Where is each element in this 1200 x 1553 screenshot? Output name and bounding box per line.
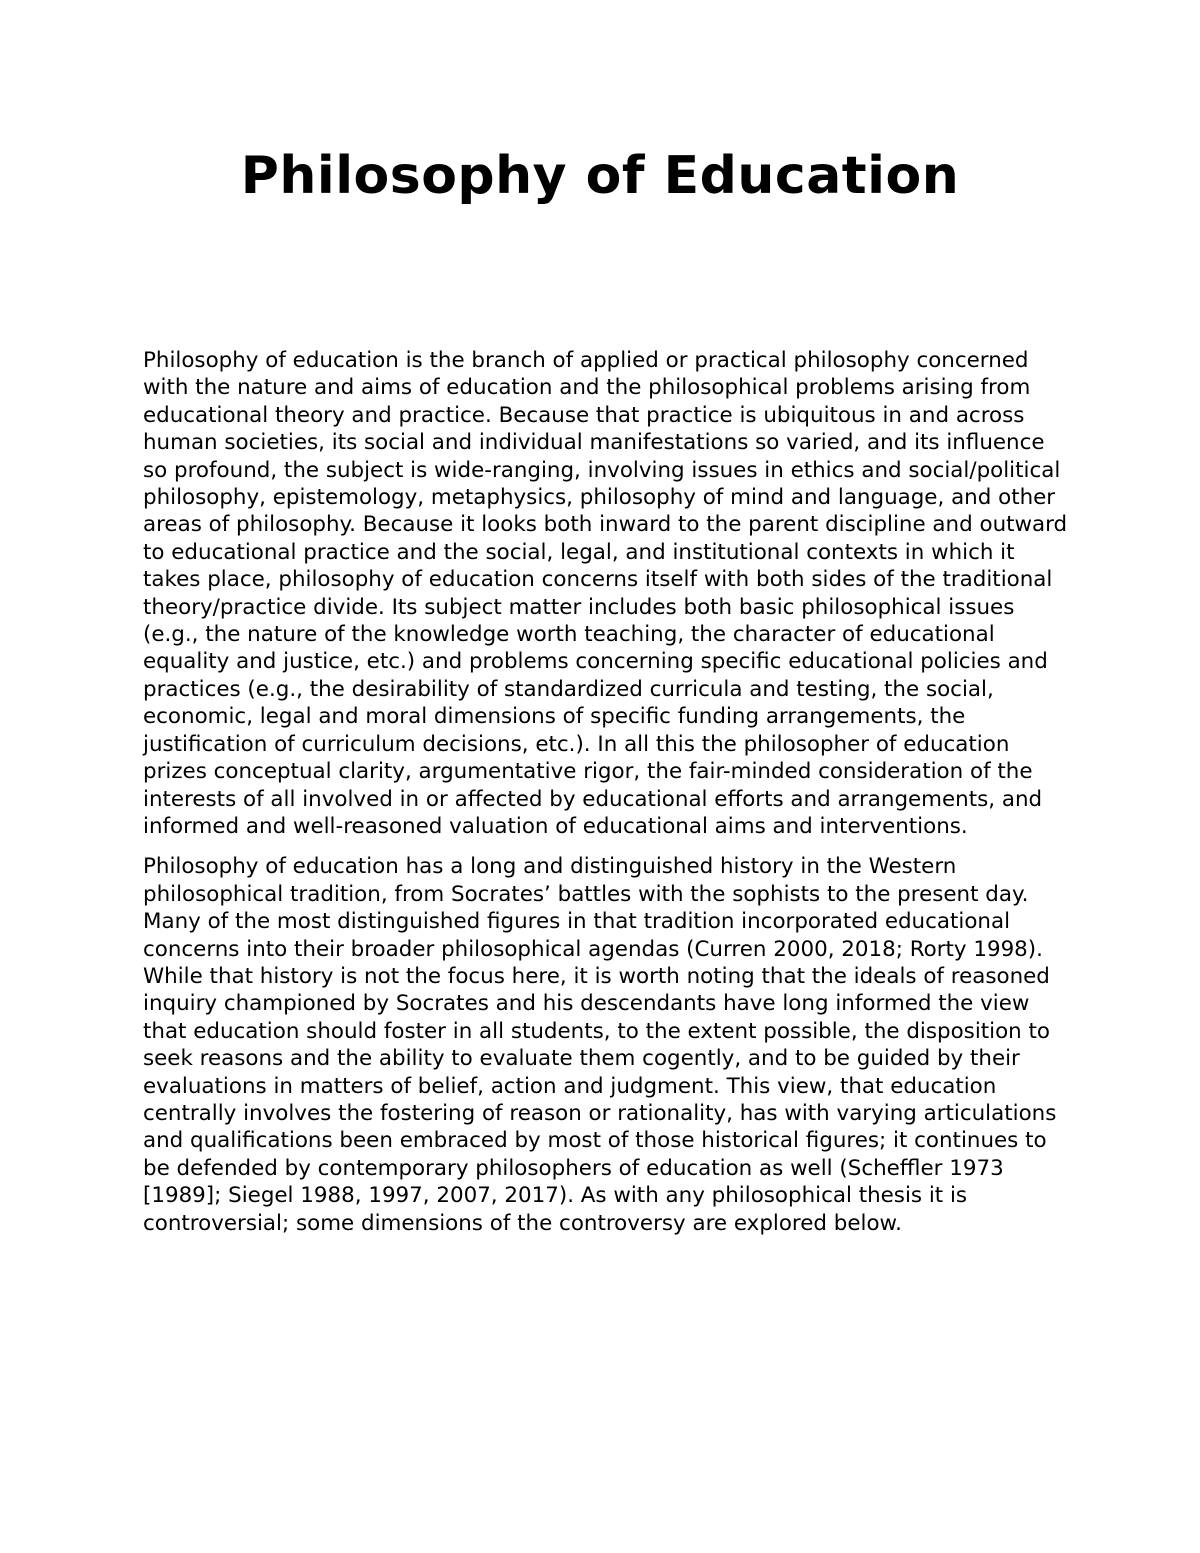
document-title: Philosophy of Education — [240, 146, 960, 206]
document-body — [143, 347, 1068, 1250]
paragraph-2: Philosophy of education has a long and distinguished history in the Western philosophical tradition, from Socrates’ battles with the sophists to the present day. Many of the most distinguished figures in that tradition incorporated educational concerns into their broader philosophical agendas (Curren 2000, 2018; Rorty 1998). While that history is not the focus here, it is worth noting that the ideals of reasoned inquiry championed by Socrates and his descendants have long informed the view that education should foster in all students, to the extent possible, the disposition to seek reasons and the ability to evaluate them cogently, and to be guided by their evaluations in matters of belief, action and judgment. This view, that education centrally involves the fostering of reason or rationality, has with varying articulations and qualifications been embraced by most of those historical figures; it continues to be defended by contemporary philosophers of education as well (Scheffler 1973 [1989]; Siegel 1988, 1997, 2007, 2017). As with any philosophical thesis it is controversial; some dimensions of the controversy are explored below. — [143, 854, 1057, 1236]
paragraph-1: Philosophy of education is the branch of applied or practical philosophy concerned with the nature and aims of education and the philosophical problems arising from educational theory and practice. Because that practice is ubiquitous in and across human societies, its social and individual manifestations so varied, and its influence so profound, the subject is wide-ranging, involving issues in ethics and social/political philosophy, epistemology, metaphysics, philosophy of mind and language, and other areas of philosophy. Because it looks both inward to the parent discipline and outward to educational practice and the social, legal, and institutional contexts in which it takes place, philosophy of education concerns itself with both sides of the traditional theory/practice divide. Its subject matter includes both basic philosophical issues (e.g., the nature of the knowledge worth teaching, the character of educational equality and justice, etc.) and problems concerning specific educational policies and practices (e.g., the desirability of standardized curricula and testing, the social, economic, legal and moral dimensions of specific funding arrangements, the justification of curriculum decisions, etc.). In all this the philosopher of education prizes conceptual clarity, argumentative rigor, the fair-minded consideration of the interests of all involved in or affected by educational efforts and arrangements, and informed and well-reasoned valuation of educational aims and interventions. — [143, 348, 1068, 839]
